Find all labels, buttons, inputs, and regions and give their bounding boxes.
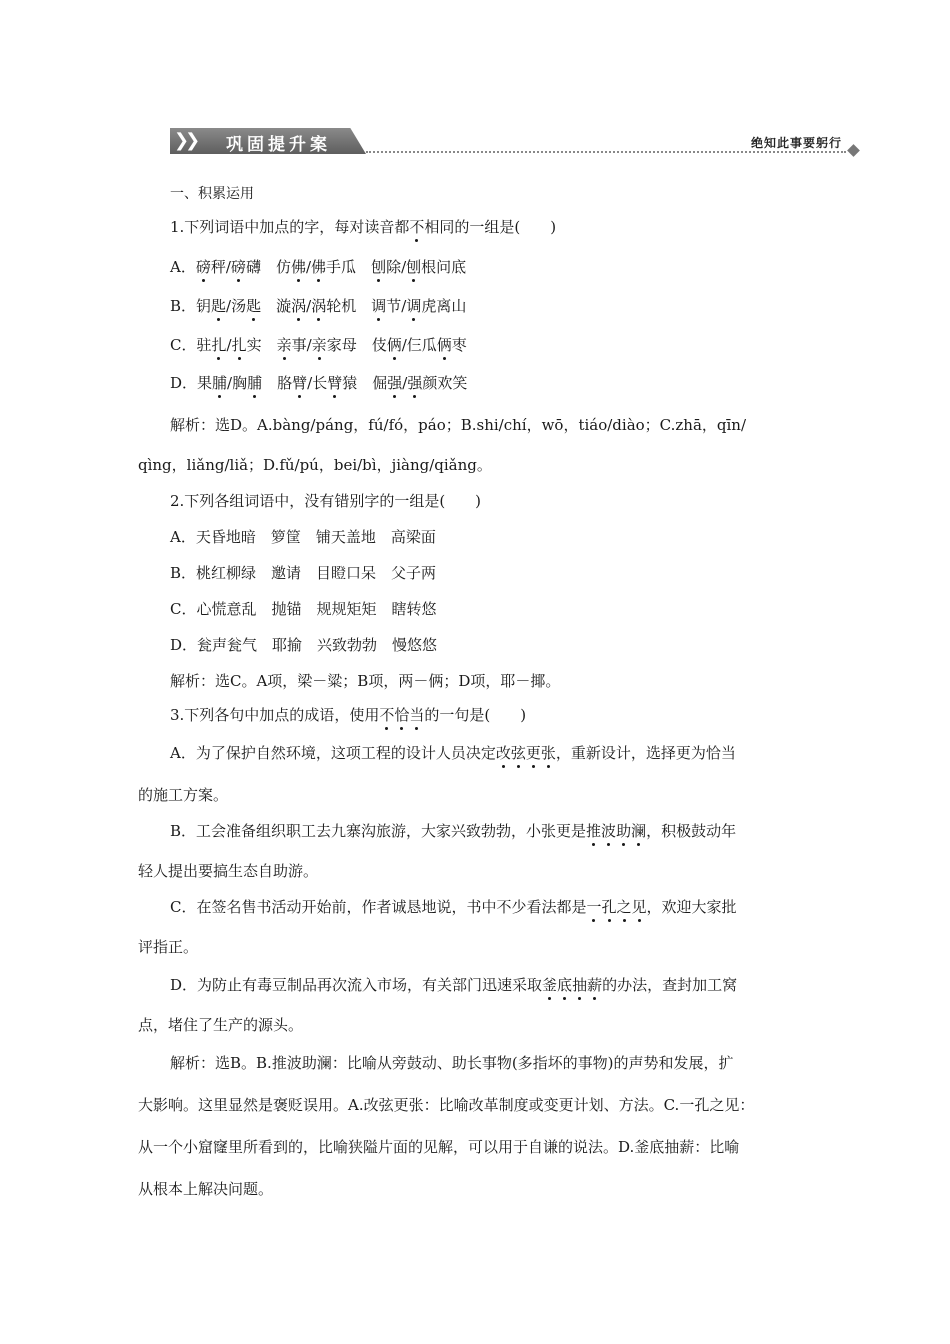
q3-stem: 3.下列各句中加点的成语，使用不恰当的一句是( ) [170,706,527,724]
diamond-icon [847,144,860,157]
q3-option-a-line-1: A．为了保护自然环境，这项工程的设计人员决定改弦更张，重新设计，选择更为恰当 [170,744,736,762]
q3-option-d-line-2: 点，堵住了生产的源头。 [138,1016,304,1034]
q1-stem: 1.下列词语中加点的字，每对读音都不相同的一组是( ) [170,218,557,236]
banner-motto: 绝知此事要躬行 [750,136,842,150]
q2-option-b: B．桃红柳绿 邀请 目瞪口呆 父子两 [170,564,437,582]
q1-answer-line-1: 解析：选D。A.bàng/páng，fú/fó，páo；B.shi/chí，wō，tiáo/diào；C.zhā，qīn/ [170,416,747,434]
section-banner [170,128,860,158]
double-chevron-icon: ❯❯ [174,130,197,151]
q3-option-c-line-1: C．在签名售书活动开始前，作者诚恳地说，书中不少看法都是一孔之见，欢迎大家批 [170,898,737,916]
q1-option-a: A．磅秤/磅礴 仿佛/佛手瓜 刨除/刨根问底 [170,258,467,276]
q3-option-b-line-1: B．工会准备组织职工去九寨沟旅游，大家兴致勃勃，小张更是推波助澜，积极鼓动年 [170,822,737,840]
q1-option-d: D．果脯/胸脯 胳臂/长臂猿 倔强/强颜欢笑 [170,374,468,392]
q3-answer-line-3: 从一个小窟窿里所看到的，比喻狭隘片面的见解，可以用于自谦的说法。D.釜底抽薪：比喻 [138,1138,740,1156]
q3-option-a-line-2: 的施工方案。 [138,786,229,804]
q1-option-c: C．驻扎/扎实 亲事/亲家母 伎俩/仨瓜俩枣 [170,336,467,354]
q3-answer-line-2: 大影响。这里显然是褒贬误用。A.改弦更张：比喻改革制度或变更计划、方法。C.一孔之见： [138,1096,755,1114]
q2-option-c: C．心慌意乱 抛锚 规规矩矩 瞎转悠 [170,600,437,618]
q2-stem: 2.下列各组词语中，没有错别字的一组是( ) [170,492,482,510]
q2-answer: 解析：选C。A项，梁－粱；B项，两－俩；D项，耶－揶。 [170,672,561,690]
banner-title: 巩固提升案 [226,135,331,155]
q1-answer-line-2: qìng，liǎng/liǎ；D.fǔ/pú，bei/bì，jiàng/qiǎng。 [138,456,492,474]
q1-option-b: B．钥匙/汤匙 漩涡/涡轮机 调节/调虎离山 [170,297,467,315]
q3-answer-line-1: 解析：选B。B.推波助澜：比喻从旁鼓动、助长事物(多指坏的事物)的声势和发展，扩 [170,1054,734,1072]
q3-option-c-line-2: 评指正。 [138,938,199,956]
q2-option-a: A．天昏地暗 箩筐 铺天盖地 高梁面 [170,528,436,546]
section-title: 一、积累运用 [170,186,254,202]
q3-option-b-line-2: 轻人提出要搞生态自助游。 [138,862,319,880]
banner-dotted-rule [366,151,846,153]
q2-option-d: D．瓮声瓮气 耶揄 兴致勃勃 慢悠悠 [170,636,438,654]
q3-option-d-line-1: D．为防止有毒豆制品再次流入市场，有关部门迅速采取釜底抽薪的办法，查封加工窝 [170,976,738,994]
q3-answer-line-4: 从根本上解决问题。 [138,1180,274,1198]
